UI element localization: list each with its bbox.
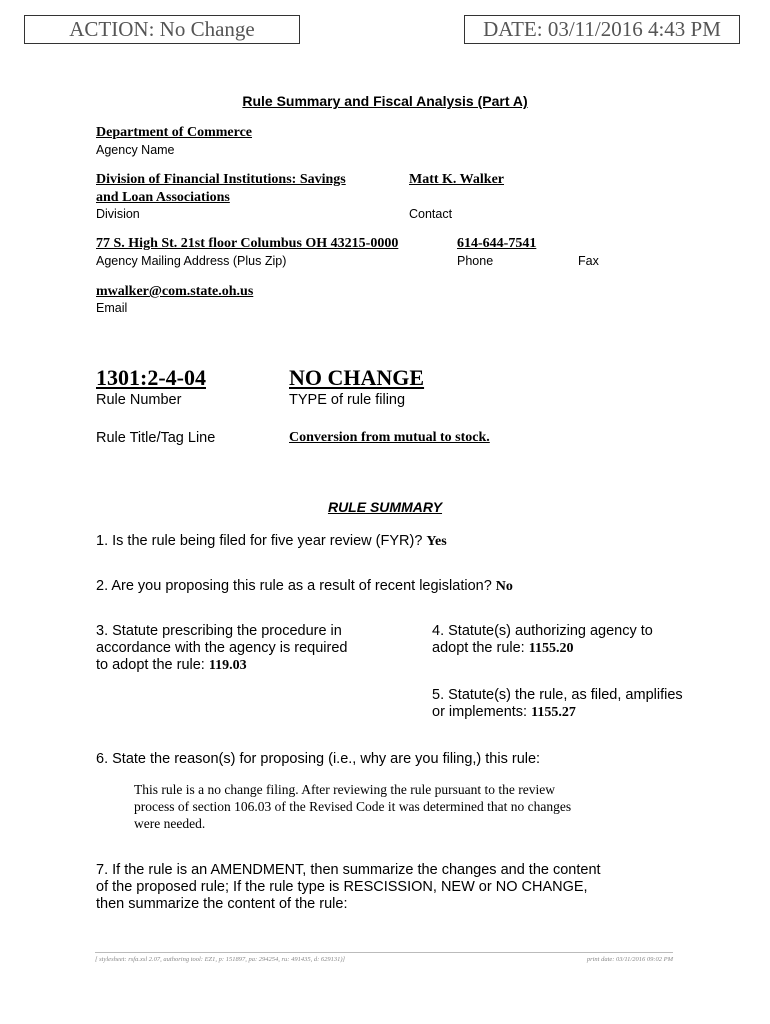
rule-number: 1301:2-4-04 (96, 365, 206, 390)
fax-label: Fax (578, 254, 599, 268)
question-6-answer-line1: This rule is a no change filing. After reviewing the rule pursuant to the review (134, 782, 555, 797)
question-6-text: 6. State the reason(s) for proposing (i.e., why are you filing,) this rule: (96, 751, 541, 767)
question-2-answer: No (495, 579, 513, 594)
question-6-answer-line2: process of section 106.03 of the Revised Code it was determined that no changes (134, 799, 572, 814)
question-6-answer-line3: were needed. (134, 816, 206, 831)
agency-name: Department of Commerce (96, 125, 253, 140)
question-5 (432, 687, 683, 721)
footer-metadata: [ stylesheet: rsfa.xsl 2.07, authoring tool: EZ1, p: 151897, pa: 294254, ru: 491435, d: 629131)] (95, 956, 346, 963)
question-3 (96, 623, 347, 674)
date-text: DATE: 03/11/2016 4:43 PM (483, 17, 721, 41)
question-2 (96, 578, 513, 595)
rule-title-label: Rule Title/Tag Line (96, 430, 216, 446)
question-7-line1: 7. If the rule is an AMENDMENT, then summarize the changes and the content (96, 862, 601, 878)
question-4 (432, 623, 653, 657)
rule-title: Conversion from mutual to stock. (289, 430, 490, 445)
question-4-line2: adopt the rule: (432, 640, 525, 656)
question-7-line3: then summarize the content of the rule: (96, 896, 348, 912)
page-footer (95, 952, 673, 963)
question-7-line2: of the proposed rule; If the rule type is RESCISSION, NEW or NO CHANGE, (96, 879, 588, 895)
action-text: ACTION: No Change (69, 17, 255, 41)
question-2-text: 2. Are you proposing this rule as a result of recent legislation? (96, 578, 492, 594)
mailing-address: 77 S. High St. 21st floor Columbus OH 43215-0000 (96, 236, 399, 251)
question-5-answer: 1155.27 (531, 705, 576, 720)
question-3-line2: accordance with the agency is required (96, 640, 348, 656)
rule-type: NO CHANGE (289, 365, 425, 390)
contact-label: Contact (409, 207, 453, 221)
question-1-answer: Yes (426, 534, 447, 549)
date-box (464, 15, 740, 44)
question-6-answer (134, 781, 571, 832)
rule-type-label: TYPE of rule filing (289, 392, 406, 408)
email-address: mwalker@com.state.oh.us (96, 284, 254, 299)
document-title: Rule Summary and Fiscal Analysis (Part A) (242, 93, 528, 109)
question-1-text: 1. Is the rule being filed for five year review (FYR)? (96, 533, 423, 549)
question-5-line2: or implements: (432, 704, 528, 720)
question-3-line3: to adopt the rule: (96, 657, 205, 673)
question-5-line1: 5. Statute(s) the rule, as filed, amplifies (432, 687, 683, 703)
phone-number: 614-644-7541 (457, 236, 537, 251)
footer-print-date: print date: 03/11/2016 09:02 PM (586, 956, 673, 963)
division-line2: and Loan Associations (96, 190, 230, 205)
phone-label: Phone (457, 254, 494, 268)
division-label: Division (96, 207, 140, 221)
question-3-line1: 3. Statute prescribing the procedure in (96, 623, 342, 639)
email-label: Email (96, 301, 128, 315)
question-1 (96, 533, 447, 550)
agency-name-label: Agency Name (96, 143, 175, 157)
question-4-line1: 4. Statute(s) authorizing agency to (432, 623, 653, 639)
question-7 (96, 862, 601, 913)
question-4-answer: 1155.20 (528, 641, 574, 656)
contact-name: Matt K. Walker (409, 172, 505, 187)
rule-summary-heading: RULE SUMMARY (327, 499, 443, 515)
action-box (24, 15, 300, 44)
question-3-answer: 119.03 (208, 658, 247, 673)
mailing-address-label: Agency Mailing Address (Plus Zip) (96, 254, 287, 268)
rule-number-label: Rule Number (96, 392, 182, 408)
division-line1: Division of Financial Institutions: Savings (96, 172, 346, 187)
